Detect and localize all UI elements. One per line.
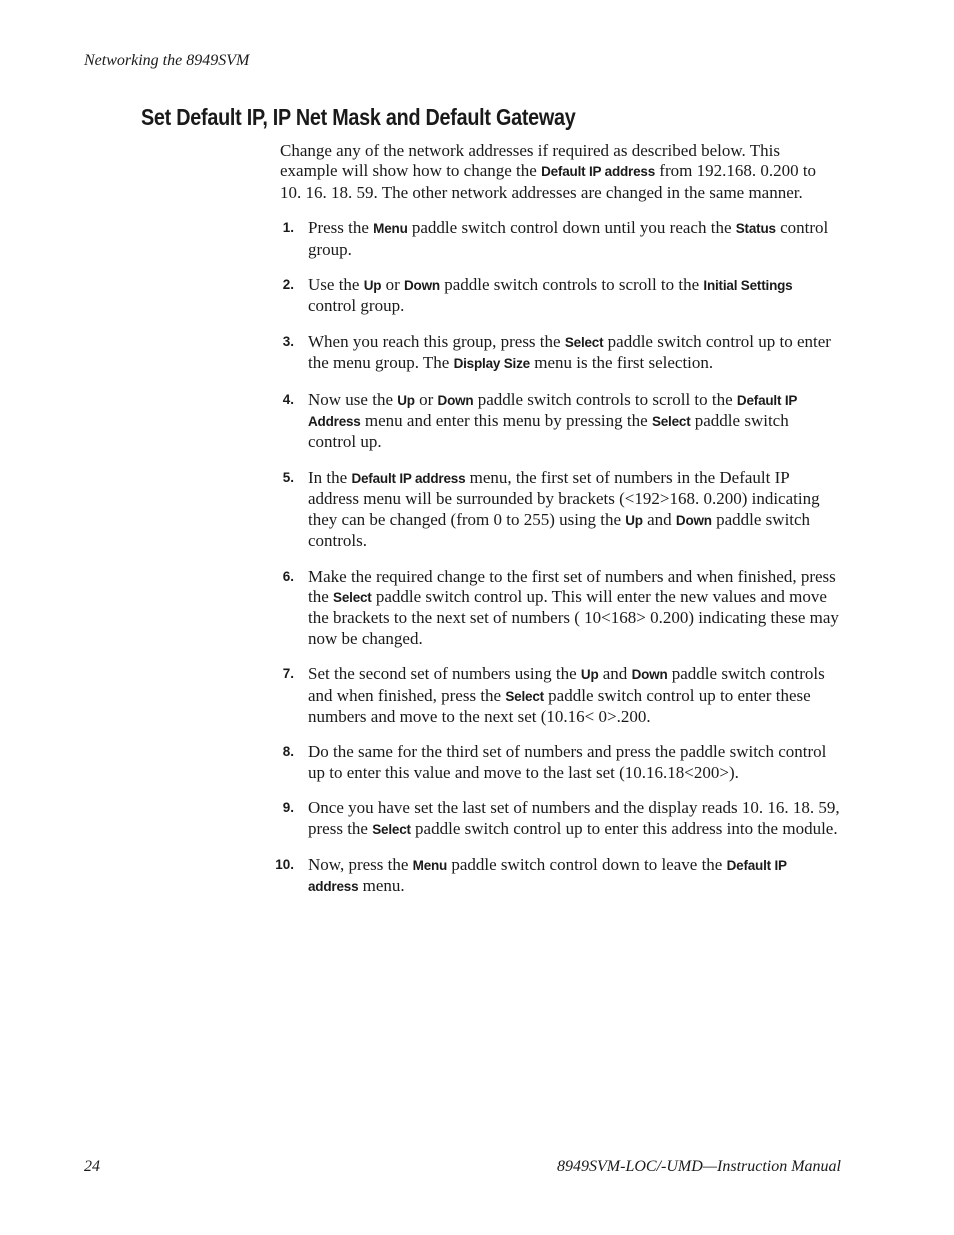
step-keyword: Down xyxy=(404,278,440,294)
manual-title: 8949SVM-LOC/-UMD—Instruction Manual xyxy=(557,1158,841,1175)
step-text: Now use the xyxy=(308,389,398,409)
step-2 xyxy=(280,275,840,317)
step-keyword: Up xyxy=(363,278,382,294)
step-text: paddle switch controls to scroll to the xyxy=(439,275,704,295)
step-text: paddle switch control up to enter this address into the module. xyxy=(410,818,838,838)
step-number: 10. xyxy=(275,856,294,872)
step-number: 5. xyxy=(282,469,294,485)
step-text: paddle switch controls. xyxy=(308,509,811,551)
step-number: 9. xyxy=(282,800,294,816)
step-keyword: Select xyxy=(564,334,604,350)
running-head: Networking the 8949SVM xyxy=(84,52,250,69)
step-3 xyxy=(280,332,840,375)
step-text: or xyxy=(414,389,438,409)
step-4 xyxy=(280,390,840,453)
step-keyword: Select xyxy=(372,821,411,837)
step-text: control group. xyxy=(308,218,829,259)
step-text: menu. xyxy=(358,876,405,896)
step-text: menu and enter this menu by pressing the xyxy=(360,411,652,431)
step-keyword: Initial Settings xyxy=(703,278,793,294)
step-keyword: Up xyxy=(580,667,599,683)
step-keyword: Default IP address xyxy=(308,857,787,895)
step-8 xyxy=(280,742,840,783)
step-text: paddle switch control up. xyxy=(308,411,789,452)
step-text: menu, the first set of numbers in the Default IP address menu will be surrounded by brackets (<192>168. 0.200) indicating they can be changed (from 0 to 255) using the xyxy=(308,467,820,529)
step-text: control group. xyxy=(308,296,405,316)
intro-text: from 192.168. 0.200 to 10. 16. 18. 59. The other network addresses are changed in the same manner. xyxy=(280,161,817,202)
steps-list xyxy=(275,218,840,898)
section-title: Set Default IP, IP Net Mask and Default Gateway xyxy=(141,104,576,130)
step-text: Now, press the xyxy=(308,854,413,874)
step-text: Use the xyxy=(308,275,364,295)
step-text: paddle switch control up to enter the menu group. The xyxy=(308,331,831,373)
step-keyword: Up xyxy=(397,392,415,408)
step-number: 1. xyxy=(282,220,294,236)
step-number: 4. xyxy=(282,391,294,407)
step-text: paddle switch control down until you reach the xyxy=(407,218,736,238)
step-9 xyxy=(280,798,840,840)
step-keyword: Default IP Address xyxy=(308,392,797,430)
step-keyword: Down xyxy=(631,667,668,683)
step-text: paddle switch control up to enter these numbers and move to the next set (10.16< 0>.200. xyxy=(308,685,811,726)
intro-text: Change any of the network addresses if required as described below. This example will show how to change the xyxy=(280,141,780,181)
body-text xyxy=(275,141,840,913)
step-number: 2. xyxy=(282,277,294,293)
step-text: In the xyxy=(308,467,352,487)
step-text: and xyxy=(598,664,632,684)
step-text: Make the required change to the first set of numbers and when finished, press the xyxy=(308,566,836,606)
page-number: 24 xyxy=(84,1158,100,1175)
step-text: or xyxy=(381,275,404,295)
step-keyword: Display Size xyxy=(453,356,530,372)
step-text: Press the xyxy=(308,218,374,238)
step-keyword: Menu xyxy=(412,857,448,873)
step-10 xyxy=(275,854,840,898)
step-number: 3. xyxy=(282,333,294,349)
step-keyword: Select xyxy=(333,589,372,605)
step-keyword: Up xyxy=(625,512,643,528)
step-keyword: Select xyxy=(651,414,691,430)
step-text: paddle switch control down to leave the xyxy=(447,854,727,874)
step-text: paddle switch controls to scroll to the xyxy=(473,389,737,409)
step-6 xyxy=(280,567,840,650)
step-7 xyxy=(280,664,840,727)
step-5 xyxy=(280,468,840,552)
step-text: Do the same for the third set of numbers and press the paddle switch control up to enter this value and move to the last set (10.16.18<200>). xyxy=(308,742,827,782)
step-number: 6. xyxy=(282,568,294,584)
step-number: 8. xyxy=(282,744,294,760)
step-text: Set the second set of numbers using the xyxy=(308,664,581,684)
step-keyword: Status xyxy=(735,221,776,237)
intro-paragraph xyxy=(280,141,840,203)
step-keyword: Default IP address xyxy=(351,470,466,486)
step-keyword: Down xyxy=(675,512,712,528)
step-text: paddle switch controls and when finished, press the xyxy=(308,664,825,705)
step-keyword: Down xyxy=(437,392,474,408)
intro-keyword: Default IP address xyxy=(541,164,656,180)
step-keyword: Menu xyxy=(373,221,408,237)
step-text: and xyxy=(642,509,676,529)
step-text: Once you have set the last set of numbers and the display reads 10. 16. 18. 59, press the xyxy=(308,798,840,838)
step-number: 7. xyxy=(282,666,294,682)
step-keyword: Select xyxy=(505,688,544,704)
step-text: When you reach this group, press the xyxy=(308,331,565,351)
step-text: menu is the first selection. xyxy=(529,353,714,373)
step-1 xyxy=(280,218,840,260)
step-text: paddle switch control up. This will enter the new values and move the brackets to the next set of numbers ( 10<168> 0.200) indicating these may now be changed. xyxy=(308,586,839,648)
